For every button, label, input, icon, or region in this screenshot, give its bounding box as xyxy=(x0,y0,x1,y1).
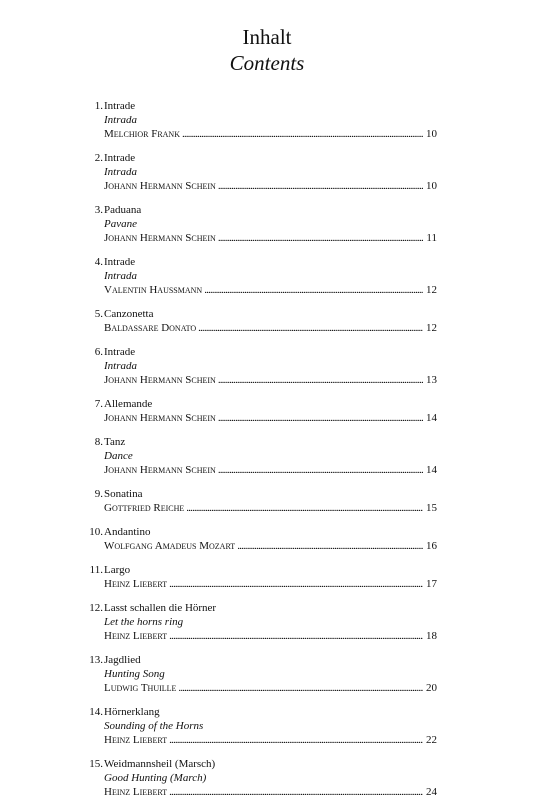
entry-number: 11. xyxy=(89,564,103,576)
entry-composer: Melchior Frank xyxy=(104,128,180,140)
entry-subtitle: Dance xyxy=(104,450,133,462)
entry-number: 2. xyxy=(94,152,103,164)
entry-page-number: 11 xyxy=(426,232,437,244)
entry-title: Paduana xyxy=(104,204,142,216)
entry-composer: Johann Hermann Schein xyxy=(104,232,216,244)
dot-leader xyxy=(218,411,423,425)
entry-composer: Johann Hermann Schein xyxy=(104,374,216,386)
dot-leader xyxy=(169,785,423,799)
entry-composer: Valentin Haussmann xyxy=(104,284,203,296)
entry-number: 9. xyxy=(94,488,103,500)
entry-composer: Heinz Liebert xyxy=(104,786,168,798)
entry-title: Canzonetta xyxy=(104,308,154,320)
entry-title: Intrade xyxy=(104,100,136,112)
entry-number: 1. xyxy=(94,100,103,112)
entry-page-number: 22 xyxy=(426,734,437,746)
dot-leader xyxy=(186,501,423,515)
dot-leader xyxy=(198,321,423,335)
dot-leader xyxy=(218,373,423,387)
entry-number: 15. xyxy=(89,758,103,770)
toc-entry xyxy=(83,435,437,477)
entry-number: 12. xyxy=(89,602,103,614)
entry-number: 5. xyxy=(94,308,103,320)
dot-leader xyxy=(237,539,423,553)
entry-subtitle: Let the horns ring xyxy=(104,616,184,628)
toc-entry xyxy=(83,563,437,591)
entry-composer: Heinz Liebert xyxy=(104,734,168,746)
entry-title: Jagdlied xyxy=(104,654,141,666)
entry-composer: Heinz Liebert xyxy=(104,578,168,590)
entry-page-number: 15 xyxy=(426,502,437,514)
entry-number: 14. xyxy=(89,706,103,718)
entry-composer: Johann Hermann Schein xyxy=(104,412,216,424)
entry-composer: Ludwig Thuille xyxy=(104,682,177,694)
entry-title: Intrade xyxy=(104,256,136,268)
entry-number: 8. xyxy=(94,436,103,448)
dot-leader xyxy=(178,681,423,695)
entry-composer-line xyxy=(104,785,437,799)
entry-subtitle: Intrada xyxy=(104,114,137,126)
entry-page-number: 10 xyxy=(426,180,437,192)
dot-leader xyxy=(204,283,423,297)
entry-composer-line xyxy=(104,321,437,335)
entry-number: 4. xyxy=(94,256,103,268)
entry-page-number: 12 xyxy=(426,322,437,334)
toc-entry xyxy=(83,307,437,335)
entry-subtitle: Good Hunting (March) xyxy=(104,772,207,784)
page-subtitle: Contents xyxy=(229,51,305,75)
entry-composer: Johann Hermann Schein xyxy=(104,180,216,192)
dot-leader xyxy=(169,733,423,747)
entry-composer-line xyxy=(104,539,437,553)
entry-title: Hörnerklang xyxy=(104,706,160,718)
entry-title: Weidmannsheil (Marsch) xyxy=(104,758,216,770)
entry-title: Andantino xyxy=(104,526,151,538)
toc-entry xyxy=(83,705,437,747)
entry-title: Largo xyxy=(104,564,131,576)
entry-title: Lasst schallen die Hörner xyxy=(104,602,217,614)
entry-title: Tanz xyxy=(104,436,126,448)
entry-title: Intrade xyxy=(104,346,136,358)
toc-entry xyxy=(83,601,437,643)
entry-page-number: 14 xyxy=(426,412,437,424)
page-title: Inhalt xyxy=(242,25,292,49)
dot-leader xyxy=(169,629,423,643)
toc-entry xyxy=(83,345,437,387)
entry-composer-line xyxy=(104,577,437,591)
entry-page-number: 13 xyxy=(426,374,437,386)
dot-leader xyxy=(169,577,423,591)
entry-composer: Heinz Liebert xyxy=(104,630,168,642)
entry-composer: Baldassare Donato xyxy=(104,322,197,334)
entry-subtitle: Pavane xyxy=(104,218,137,230)
toc-entry xyxy=(83,255,437,297)
entry-composer-line xyxy=(104,463,437,477)
toc-entry xyxy=(83,525,437,553)
toc-entry xyxy=(83,653,437,695)
entry-number: 3. xyxy=(94,204,103,216)
entry-composer-line xyxy=(104,681,437,695)
toc-entry xyxy=(83,487,437,515)
entry-composer-line xyxy=(104,373,437,387)
entry-composer: Gottfried Reiche xyxy=(104,502,185,514)
entry-composer-line xyxy=(104,179,437,193)
toc-entry xyxy=(83,757,437,799)
entry-title: Sonatina xyxy=(104,488,143,500)
entry-number: 13. xyxy=(89,654,103,666)
entry-title: Intrade xyxy=(104,152,136,164)
entry-composer-line xyxy=(104,629,437,643)
entry-subtitle: Hunting Song xyxy=(104,668,165,680)
entry-subtitle: Intrada xyxy=(104,166,137,178)
entry-number: 10. xyxy=(89,526,103,538)
entry-page-number: 20 xyxy=(426,682,437,694)
entry-page-number: 12 xyxy=(426,284,437,296)
entry-page-number: 14 xyxy=(426,464,437,476)
toc-entry xyxy=(83,397,437,425)
entry-title: Allemande xyxy=(104,398,153,410)
entry-number: 7. xyxy=(94,398,103,410)
dot-leader xyxy=(218,463,423,477)
toc-entry xyxy=(83,99,437,141)
dot-leader xyxy=(218,231,424,245)
toc-entry xyxy=(83,151,437,193)
entry-composer-line xyxy=(104,231,437,245)
entry-composer-line xyxy=(104,411,437,425)
entry-page-number: 24 xyxy=(426,786,437,798)
entry-subtitle: Intrada xyxy=(104,270,137,282)
entry-composer-line xyxy=(104,501,437,515)
entry-composer-line xyxy=(104,127,437,141)
entry-page-number: 16 xyxy=(426,540,437,552)
entry-page-number: 10 xyxy=(426,128,437,140)
entry-composer-line xyxy=(104,283,437,297)
table-of-contents xyxy=(83,99,437,809)
dot-leader xyxy=(218,179,423,193)
entry-subtitle: Sounding of the Horns xyxy=(104,720,204,732)
entry-composer-line xyxy=(104,733,437,747)
entry-composer: Wolfgang Amadeus Mozart xyxy=(104,540,236,552)
entry-page-number: 17 xyxy=(426,578,437,590)
dot-leader xyxy=(182,127,423,141)
entry-composer: Johann Hermann Schein xyxy=(104,464,216,476)
entry-subtitle: Intrada xyxy=(104,360,137,372)
toc-entry xyxy=(83,203,437,245)
entry-number: 6. xyxy=(94,346,103,358)
entry-page-number: 18 xyxy=(426,630,437,642)
